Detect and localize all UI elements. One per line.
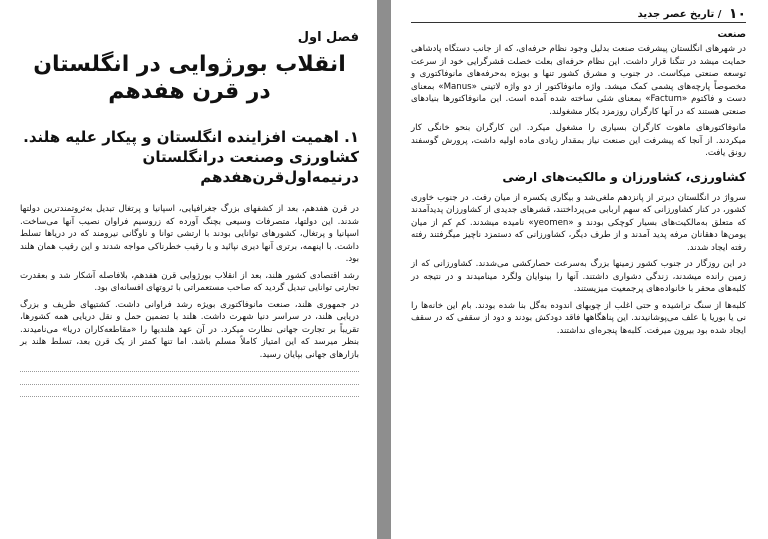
running-head-separator: /: [714, 8, 725, 20]
unreadable-text-line: [20, 365, 359, 378]
running-head-title: تاریخ عصر جدید: [637, 8, 715, 20]
book-gutter: [377, 0, 391, 539]
unreadable-text-line: [20, 390, 359, 403]
running-head: [411, 6, 746, 23]
left-page: [0, 0, 377, 539]
chapter-title: انقلاب بورژوایی در انگلستان در قرن هفدهم: [33, 52, 346, 104]
paragraph: کلبه‌ها از سنگ تراشیده و حتی اغلب از چوبهای اندوده به‌گل بنا شده بودند. بام این خانه‌ها را نی یا بوریا یا علف می‌پوشانیدند. این پناهگاهها فاقد دودکش بودند و دود از سقفی که در سقف ایجاد شده بود بیرون میرفت. کلبه‌ها پنجره‌ای نداشتند.: [411, 300, 746, 336]
paragraph: رشد اقتصادی کشور هلند، بعد از انقلاب بورژوایی قرن هفدهم، بلافاصله آشکار شد و بعقدرت تجارتی توانایی تبدیل گردید که صاحب مستعمراتی با ثروتهای افسانه‌ای بود.: [20, 270, 359, 293]
chapter-label: فصل اول: [297, 30, 359, 45]
section-label: صنعت: [717, 29, 746, 40]
page-number: ۱۰: [728, 6, 746, 22]
right-page: [391, 0, 768, 539]
paragraph: در قرن هفدهم، بعد از کشفهای بزرگ جغرافیایی، اسپانیا و پرتغال تبدیل به‌ثروتمندترین دولتها شدند. این دولتها، متصرفات وسیعی بچنگ آورده که زروسیم فراوان نصیب آنها می‌ساخت. اسپانیا و پرتغال، کشورهای توانایی بودند با ارتشی توانا و ناوگانی نیرومند که در دریاها تسلط داشت. با اینهمه، برتری آنها دیری نپائید و با رقیب خطرناکی مواجه شدند و این رقیب همان هلند بود.: [20, 204, 359, 264]
paragraph: در این روزگار در جنوب کشور زمینها بزرگ به‌سرعت حصارکشی می‌شدند. کشاورزانی که از زمین رانده میشدند، زندگی دشواری داشتند. آنها را بینوایان ولگرد مینامیدند و در نتیجه در کلبه‌های محقر با خانواده‌های پرجمعیت میزیستند.: [411, 259, 746, 294]
section-heading: ۱. اهمیت افزاینده انگلستان و پیکار علیه هلند. کشاورزی وصنعت درانگلستان درنیمه‌اول‌قرن‌هفدهم: [23, 128, 359, 186]
paragraph: سرواژ در انگلستان دیرتر از پانزدهم ملغی‌شد و بیگاری یکسره از میان رفت. در جنوب خاوری کشور، در کنار کشاورزانی که سهم اربابی می‌پرداختند، قشرهای جدیدی از کشاورزان پدیدآمدند که متعلق به‌مالکیت‌های بسیار کوچکی بودند و «yeomen» نامیده میشدند. کم کم از میان یومن‌ها دهقانان مرفه پدید آمدند و از طرف دیگر، کشاورزانی که دستمزد ناچیز میگرفتند رفته رفته ایجاد شدند.: [411, 192, 746, 253]
paragraph: در شهرهای انگلستان پیشرفت صنعت بدلیل وجود نظام حرفه‌ای، که از جانب دستگاه پادشاهی حمایت میشد در تنگنا قرار داشت. این نظام حرفه‌ای بعلت خصلت قشرگرایی خود از سرعت توسعه صنعتی میکاست. در جنوب و مشرق کشور تنها و بویژه به‌حرفه‌های مانوفاکتوری و مخصوصاً پارچه‌های پشمی کمک میشد. واژه مانوفاکتور از دو واژه لاتینی «Manus» بمعنای دست و فاکتوم «Factum» بمعنای شئی ساخته شده آمده است. این مانوفاکتورها بنیادهای صنعتی هستند که در آنها کارگران روزمزد بکار مشغولند.: [411, 44, 747, 117]
paragraph: در جمهوری هلند، صنعت مانوفاکتوری بویژه رشد فراوانی داشت. کشتیهای ظریف و بزرگ دریایی هلند، در سراسر دنیا شهرت داشت. هلند با تضمین حمل و نقل دریایی همه کشورها، تقریباً بر تجارت جهانی نظارت میکرد. در آن عهد هلندیها را «مقاطعه‌کاران دریا» می‌نامیدند. بنظر میرسد که این امتیاز کاملاً مسلم باشد. اما تنها کمتر از یک قرن بعد، تسلط هلند بر بازارهای جهانی بپایان رسید.: [20, 299, 359, 360]
paragraph: مانوفاکتورهای ماهوت کارگران بسیاری را مشغول میکرد. این کارگران بنحو خانگی کار میکردند. از آنجا که پیشرفت این صنعت نیاز بمقدار زیادی ماده اولیه داشت، پرورش گوسفند رونق یافت.: [411, 123, 746, 158]
unreadable-text-line: [20, 378, 359, 391]
section-heading: کشاورزی، کشاورزان و مالکیت‌های ارضی: [502, 169, 746, 184]
